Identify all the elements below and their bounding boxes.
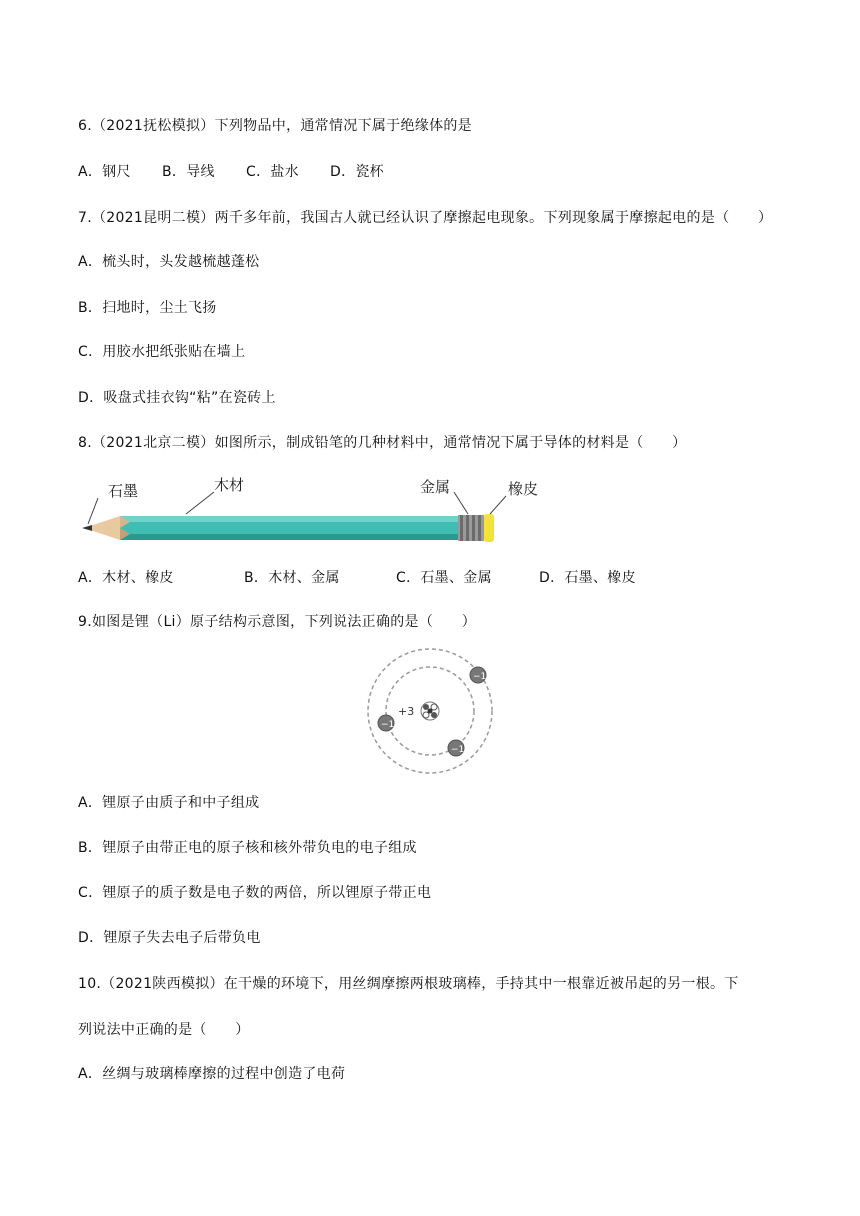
q6-option-c: C．盐水 (246, 164, 299, 180)
q9-option-a: A．锂原子由质子和中子组成 (78, 795, 260, 811)
q7-option-a: A．梳头时，头发越梳越蓬松 (78, 254, 260, 270)
electron-1 (470, 667, 486, 683)
q8-option-a: A．木材、橡皮 (78, 570, 174, 586)
q6-options (78, 162, 384, 182)
q8-option-d: D．石墨、橡皮 (539, 570, 636, 586)
label-graphite: 石墨 (108, 482, 139, 500)
q10-option-a: A．丝绸与玻璃棒摩擦的过程中创造了电荷 (78, 1066, 346, 1082)
q7-option-c: C．用胶水把纸张贴在墙上 (78, 344, 246, 360)
q9-option-c: C．锂原子的质子数是电子数的两倍，所以锂原子带正电 (78, 885, 432, 901)
pencil-eraser (484, 514, 494, 542)
q8-stem: 8.（2021北京二模）如图所示，制成铅笔的几种材料中，通常情况下属于导体的材料是（ ） (78, 435, 687, 451)
q7-option-d: D．吸盘式挂衣钩“粘”在瓷砖上 (78, 390, 276, 406)
q7-option-b: B．扫地时，尘土飞扬 (78, 300, 217, 316)
electron-3 (448, 740, 464, 756)
svg-text:−1: −1 (381, 720, 395, 730)
electron-2 (378, 715, 394, 731)
nucleus-charge-label: +3 (398, 705, 415, 718)
q6-option-a: A．钢尺 (78, 164, 131, 180)
pencil-figure (76, 472, 539, 552)
label-wood: 木材 (214, 476, 245, 494)
svg-text:−1: −1 (473, 672, 487, 682)
q6-option-b: B．导线 (162, 164, 215, 180)
lithium-atom-diagram (360, 648, 500, 778)
pencil-graphite-tip (82, 525, 92, 531)
label-eraser: 橡皮 (508, 480, 539, 498)
q7-stem: 7.（2021昆明二模）两千多年前，我国古人就已经认识了摩擦起电现象。下列现象属于摩擦起电的是（ ） (78, 210, 773, 226)
q8-options (78, 568, 636, 588)
q10-stem-line1: 10.（2021陕西模拟）在干燥的环境下，用丝绸摩擦两根玻璃棒，手持其中一根靠近被吊起的另一根。下 (78, 976, 739, 992)
q9-stem: 9.如图是锂（Li）原子结构示意图，下列说法正确的是（ ） (78, 614, 477, 630)
svg-text:−1: −1 (451, 745, 465, 755)
q8-option-b: B．木材、金属 (244, 570, 340, 586)
q10-stem-line2: 列说法中正确的是（ ） (78, 1022, 250, 1038)
label-metal: 金属 (420, 478, 451, 496)
q9-option-b: B．锂原子由带正电的原子核和核外带负电的电子组成 (78, 840, 417, 856)
q6-option-d: D．瓷杯 (330, 164, 384, 180)
nucleus (421, 702, 439, 720)
q6-stem: 6.（2021抚松模拟）下列物品中，通常情况下属于绝缘体的是 (78, 118, 472, 134)
q9-option-d: D．锂原子失去电子后带负电 (78, 930, 261, 946)
q8-option-c: C．石墨、金属 (396, 570, 492, 586)
